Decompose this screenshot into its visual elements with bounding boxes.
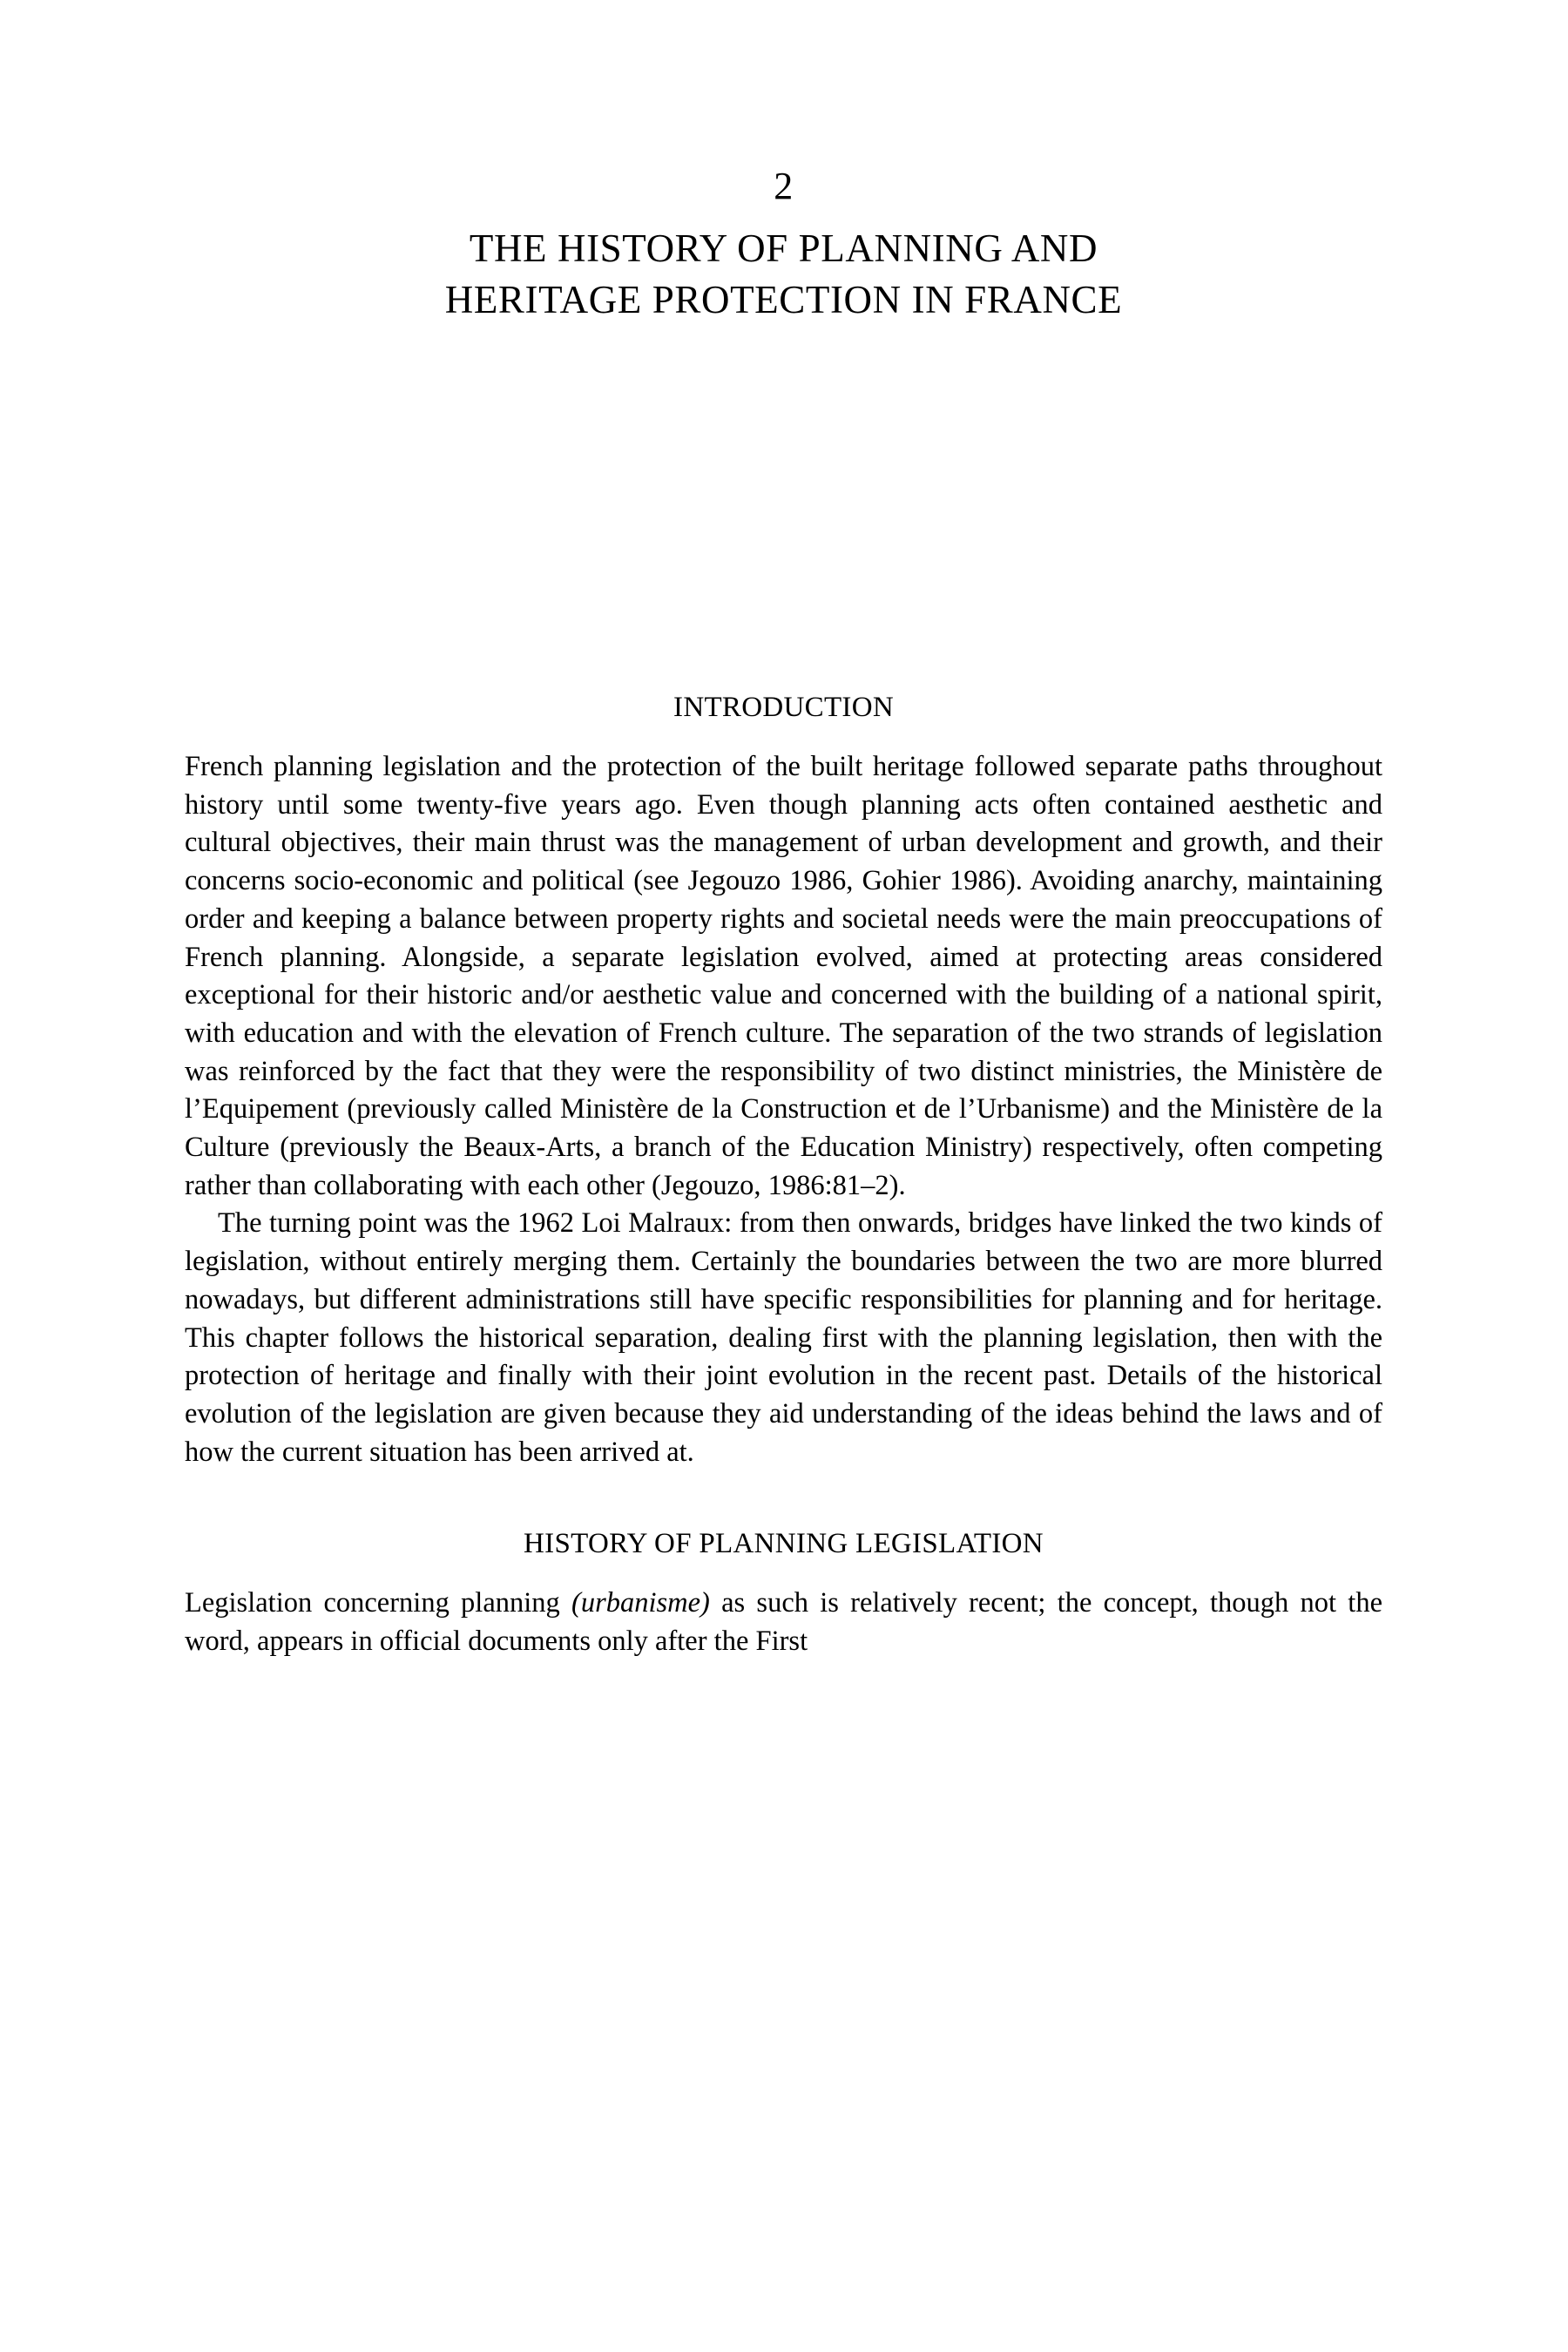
heading-paragraph-spacer-2 [185,1562,1382,1585]
paragraph-introduction-2: The turning point was the 1962 Loi Malraux: from then onwards, bridges have linked the two kinds of legislation, without entirely merging them. Certainly the boundaries between the two are more blurred nowadays, but different administrations still have specific responsibilities for planning and for heritage. This chapter follows the historical separation, dealing first with the planning legislation, then with the protection of heritage and finally with their joint evolution in the recent past. Details of the historical evolution of the legislation are given because they aid understanding of the ideas behind the laws and of how the current situation has been arrived at. [185,1207,1382,1468]
chapter-title [185,223,1382,325]
section-spacer [185,1471,1382,1527]
heading-paragraph-spacer [185,726,1382,748]
paragraph-introduction-1: French planning legislation and the protection of the built heritage followed separate paths throughout history until some twenty-five years ago. Even though planning acts often contained aesthetic and cultural objectives, their main thrust was the management of urban development and growth, and their concerns socio-economic and political (see Jegouzo 1986, Gohier 1986). Avoiding anarchy, maintaining order and keeping a balance between property rights and societal needs were the main preoccupations of French planning. Alongside, a separate legislation evolved, aimed at protecting areas considered exceptional for their historic and/or aesthetic value and concerned with the building of a national spirit, with education and with the elevation of French culture. The separation of the two strands of legislation was reinforced by the fact that they were the responsibility of two distinct ministries, the Ministère de l’Equipement (previously called Ministère de la Construction et de l’Urbanisme) and the Ministère de la Culture (previously the Beaux-Arts, a branch of the Education Ministry) respectively, often competing rather than collaborating with each other (Jegouzo, 1986:81–2). [185,750,1382,1201]
section-heading-introduction: INTRODUCTION [673,692,894,724]
chapter-number: 2 [774,165,794,207]
paragraph-history-1 [185,1585,1382,1660]
paragraph-history-1-part-a: Legislation concerning planning [185,1586,572,1619]
page-content [185,166,1382,1660]
chapter-title-line-1: THE HISTORY OF PLANNING AND [469,226,1098,271]
paragraph-history-1-italic-term: (urbanisme) [571,1586,710,1619]
section-heading-history-of-planning-legislation: HISTORY OF PLANNING LEGISLATION [524,1528,1044,1560]
title-body-spacer [185,325,1382,691]
chapter-title-line-2: HERITAGE PROTECTION IN FRANCE [444,277,1123,321]
paragraph-history-1-part-b: as such is relatively recent; the concept, though not the word, appears in official documents only after the First [185,1586,1382,1657]
